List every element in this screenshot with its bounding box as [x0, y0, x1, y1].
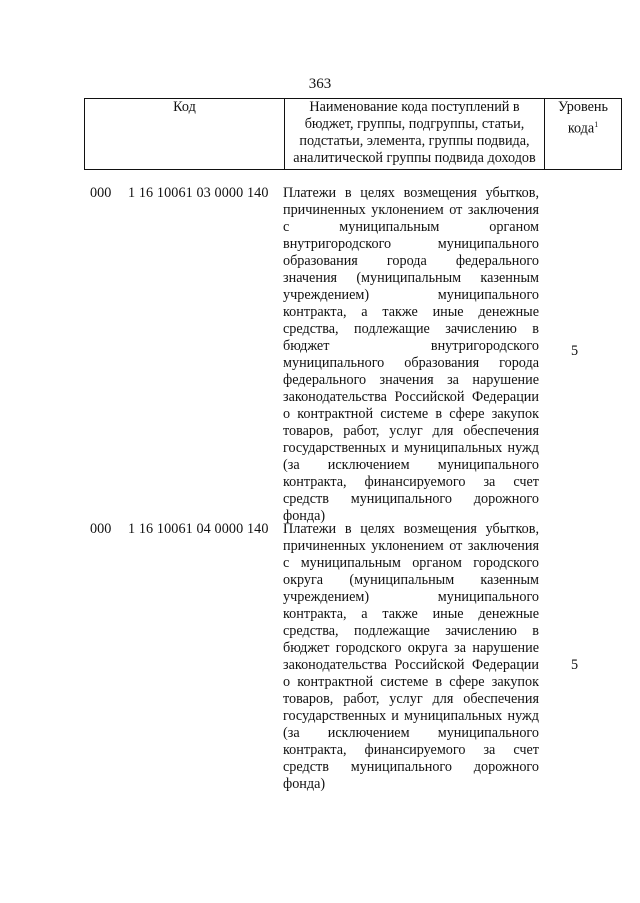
- code-description: Платежи в целях возмещения убытков, причиненных уклонением от заключения с муниципальным органом внутригородского муниципального образования города федерального значения (муниципальным казенным учреждением) муниципального контракта, а также иные денежные средства, подлежащие зачислению в бюджет внутригородского муниципального образования города федерального значения за нарушение законодательства Российской Федерации о контрактной системе в сфере закупок товаров, работ, услуг для обеспечения государственных и муниципальных нужд (за исключением муниципального контракта, финансируемого за счет средств муниципального дорожного фонда): [283, 185, 539, 524]
- page-number: 363: [308, 76, 332, 92]
- admin-code: 000: [90, 185, 112, 201]
- budget-code: 1 16 10061 04 0000 140: [128, 521, 269, 537]
- header-level-label: Уровень кода: [558, 99, 608, 137]
- table-header: [84, 98, 622, 170]
- code-description: Платежи в целях возмещения убытков, причиненных уклонением от заключения с муниципальным органом городского округа (муниципальным казенным учреждением) муниципального контракта, а также иные денежные средства, подлежащие зачислению в бюджет городского округа за нарушение законодательства Российской Федерации о контрактной системе в сфере закупок товаров, работ, услуг для обеспечения государственных и муниципальных нужд (за исключением муниципального контракта, финансируемого за счет средств муниципального дорожного фонда): [283, 521, 539, 792]
- header-code-cell: Код: [85, 99, 285, 170]
- budget-code: 1 16 10061 03 0000 140: [128, 185, 269, 201]
- table-row: [0, 521, 640, 821]
- admin-code: 000: [90, 521, 112, 537]
- footnote-marker: 1: [594, 120, 599, 129]
- code-level: 5: [571, 657, 579, 673]
- code-level: 5: [571, 343, 579, 359]
- header-level-cell: [545, 99, 622, 170]
- header-name-cell: Наименование кода поступлений в бюджет, группы, подгруппы, статьи, подстатьи, элемента, группы подвида, аналитической группы подвида доходов: [285, 99, 545, 170]
- table-row: [0, 185, 640, 523]
